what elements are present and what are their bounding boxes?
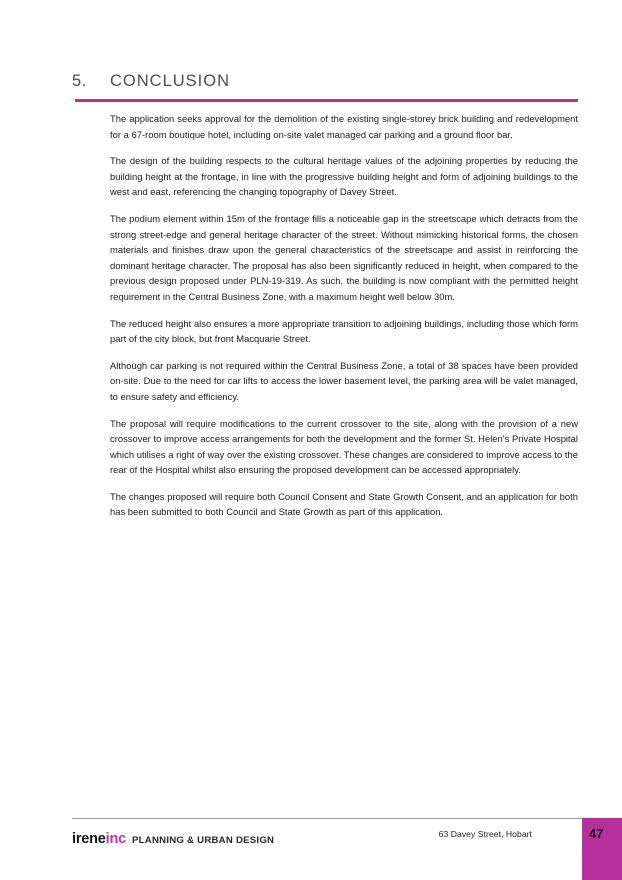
section-title: CONCLUSION: [110, 72, 231, 90]
paragraph: The reduced height also ensures a more appropriate transition to adjoining buildings, including those which form part of the city block, but front Macquarie Street.: [110, 317, 578, 345]
body-copy: [110, 111, 578, 520]
paragraph: Although car parking is not required within the Central Business Zone, a total of 38 spaces have been provided on-site. Due to the need for car lifts to access the lower basement level, the parking area will be valet managed, to ensure safety and efficiency.: [110, 359, 578, 402]
heading-underline-rule: [75, 99, 578, 102]
paragraph: The proposal will require modifications to the current crossover to the site, along with the provision of a new crossover to improve access arrangements for both the development and the former St. Helen's Private Hospital which utilises a right of way over the existing crossover. These changes are considered to improve access to the rear of the Hospital whilst also ensuring the proposed development can be accessed appropriately.: [110, 417, 578, 476]
paragraph: The application seeks approval for the demolition of the existing single-storey brick building and redevelopment for a 67-room boutique hotel, including on-site valet managed car parking and a ground floor bar.: [110, 113, 578, 140]
paragraph: The podium element within 15m of the frontage fills a noticeable gap in the streetscape which detracts from the strong street-edge and general heritage character of the street. Without mimicking historical forms, the chosen materials and finishes draw upon the general characteristics of the streetscape and assist in reinforcing the dominant heritage character. The proposal has also been significantly reduced in height, when compared to the previous design proposed under PLN-19-319. As such, the building is now compliant with the permitted height requirement in the Central Business Zone, with a maximum height well below 30m.: [110, 212, 578, 302]
brand-name-primary: irene: [72, 831, 106, 847]
brand-name-accent: inc: [105, 831, 127, 847]
section-number: 5.: [72, 72, 87, 90]
page-number: 47: [589, 826, 604, 841]
footer-address: 63 Davey Street, Hobart: [438, 829, 532, 839]
page-title: [72, 72, 578, 91]
paragraph: The changes proposed will require both Council Consent and State Growth Consent, and an application for both has been submitted to both Council and State Growth as part of this application.: [110, 490, 578, 518]
footer-divider: [72, 818, 582, 819]
paragraph: The design of the building respects to the cultural heritage values of the adjoining properties by reducing the building height at the frontage, in line with the progressive building height and form of adjoining buildings to the west and east, referencing the changing topography of Davey Street.: [110, 155, 578, 198]
brand-tagline: PLANNING & URBAN DESIGN: [132, 835, 275, 846]
